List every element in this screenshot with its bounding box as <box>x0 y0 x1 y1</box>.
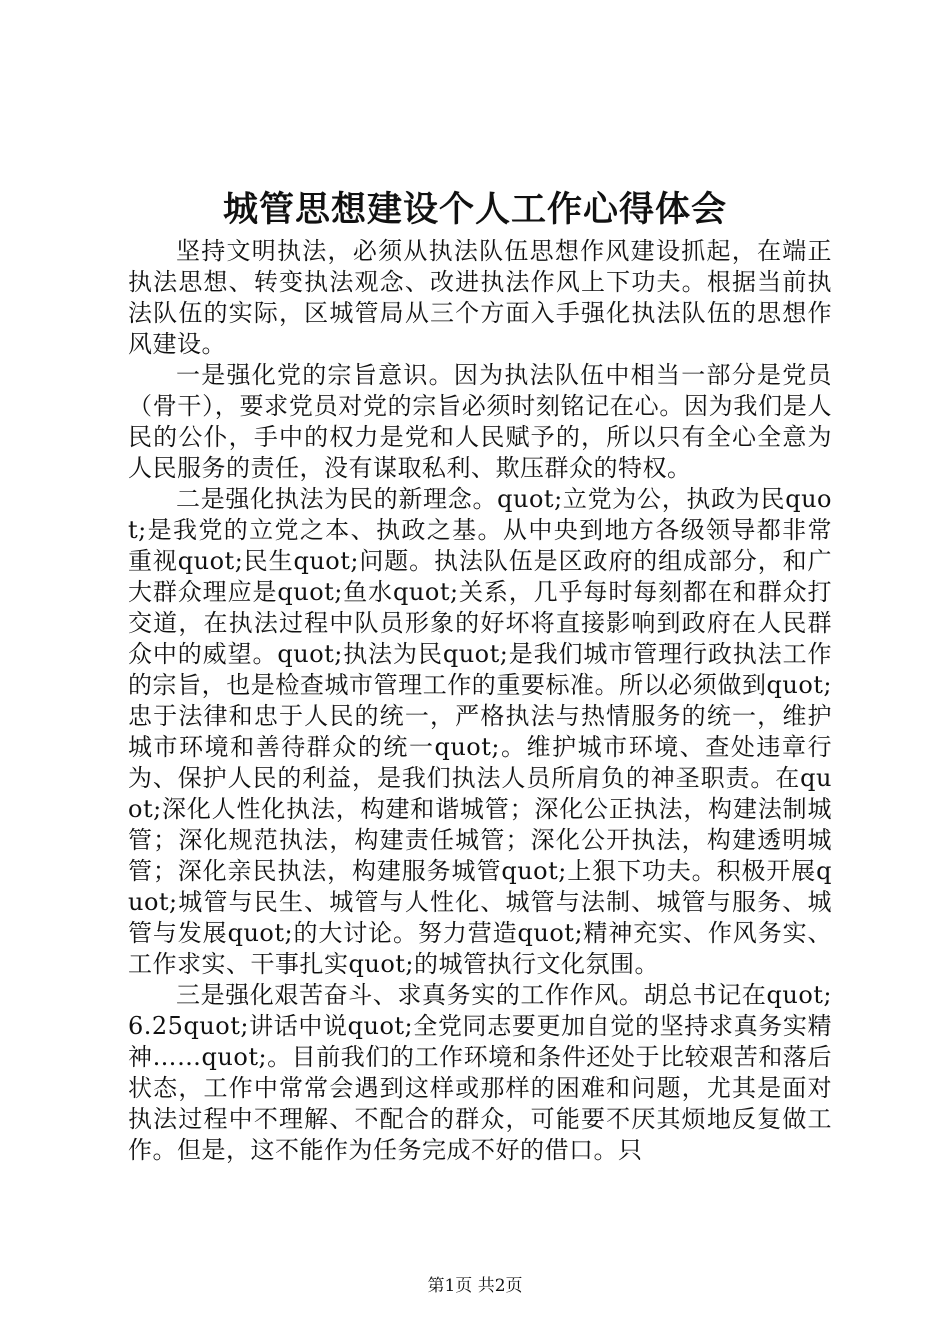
document-body <box>128 236 832 1166</box>
page-footer <box>0 1274 950 1298</box>
page-total: 共2页 <box>477 1276 523 1296</box>
paragraph-point-one: 一是强化党的宗旨意识。因为执法队伍中相当一部分是党员（骨干），要求党员对党的宗旨必须时刻铭记在心。因为我们是人民的公仆，手中的权力是党和人民赋予的，所以只有全心全意为人民服务的责任，没有谋取私利、欺压群众的特权。 <box>128 361 832 482</box>
document-title: 城管思想建设个人工作心得体会 <box>222 189 727 230</box>
paragraph-point-two: 二是强化执法为民的新理念。quot;立党为公，执政为民quot;是我党的立党之本、执政之基。从中央到地方各级领导都非常重视quot;民生quot;问题。执法队伍是区政府的组成部分，和广大群众理应是quot;鱼水quot;关系，几乎每时每刻都在和群众打交道，在执法过程中队员形象的好坏将直接影响到政府在人民群众中的威望。quot;执法为民quot;是我们城市管理行政执法工作的宗旨，也是检查城市管理工作的重要标准。所以必须做到quot;忠于法律和忠于人民的统一，严格执法与热情服务的统一，维护城市环境和善待群众的统一quot;。维护城市环境、查处违章行为、保护人民的利益，是我们执法人员所肩负的神圣职责。在quot;深化人性化执法，构建和谐城管；深化公正执法，构建法制城管；深化规范执法，构建责任城管；深化公开执法，构建透明城管；深化亲民执法，构建服务城管quot;上狠下功夫。积极开展quot;城管与民生、城管与人性化、城管与法制、城管与服务、城管与发展quot;的大讨论。努力营造quot;精神充实、作风务实、工作求实、干事扎实quot;的城管执行文化氛围。 <box>128 485 832 978</box>
paragraph-point-three: 三是强化艰苦奋斗、求真务实的工作作风。胡总书记在quot;6.25quot;讲话中说quot;全党同志要更加自觉的坚持求真务实精神……quot;。目前我们的工作环境和条件还处于比较艰苦和落后状态，工作中常常会遇到这样或那样的困难和问题，尤其是面对执法过程中不理解、不配合的群众，可能要不厌其烦地反复做工作。但是，这不能作为任务完成不好的借口。只 <box>128 981 832 1164</box>
page-number: 第1页 <box>427 1276 473 1296</box>
paragraph-intro: 坚持文明执法，必须从执法队伍思想作风建设抓起，在端正执法思想、转变执法观念、改进执法作风上下功夫。根据当前执法队伍的实际，区城管局从三个方面入手强化执法队伍的思想作风建设。 <box>128 237 832 358</box>
